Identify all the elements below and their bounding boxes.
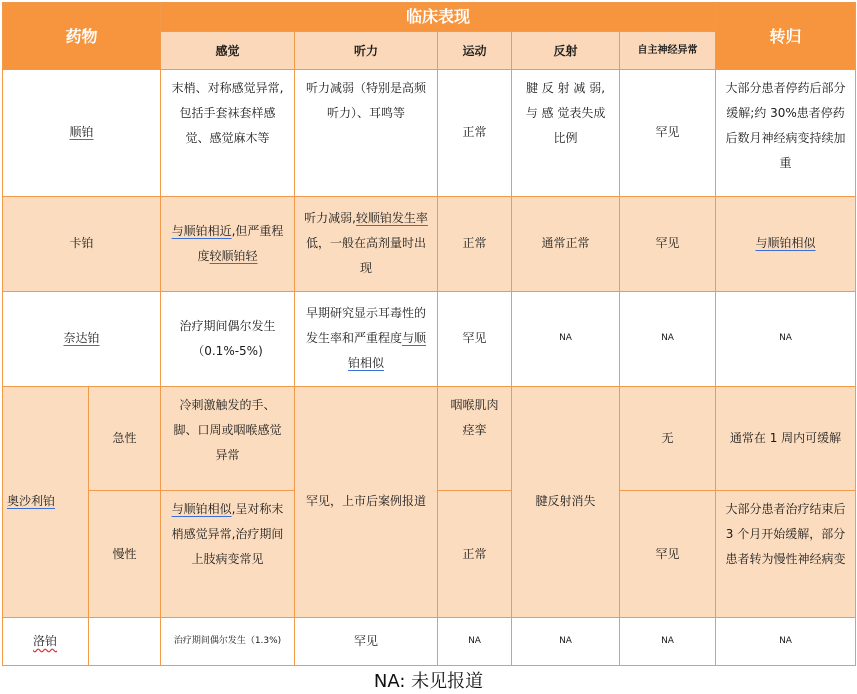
nedaplatin-sensory: 治疗期间偶尔发生（0.1%-5%): [161, 291, 295, 386]
nedaplatin-hearing: 早期研究显示耳毒性的发生率和严重程度与顺铂相似: [295, 291, 438, 386]
oxaliplatin-chronic-label: 慢性: [89, 491, 161, 617]
oxaliplatin-acute-motor: 咽喉肌肉痉挛: [438, 387, 512, 491]
oxaliplatin-acute-label: 急性: [89, 387, 161, 491]
autonomic-header: 自主神经异常: [620, 32, 716, 70]
lobaplatin-motor: NA: [438, 617, 512, 665]
nedaplatin-autonomic: NA: [620, 291, 716, 386]
nedaplatin-reflex: NA: [512, 291, 620, 386]
oxaliplatin-chronic-sensory: 与顺铂相似,呈对称末梢感觉异常,治疗期间上肢病变常见: [161, 491, 295, 617]
lobaplatin-autonomic: NA: [620, 617, 716, 665]
carboplatin-sensory: 与顺铂相近,但严重程度较顺铂轻: [161, 196, 295, 291]
lobaplatin-hearing: 罕见: [295, 617, 438, 665]
hearing-header: 听力: [295, 32, 438, 70]
lobaplatin-sensory: 治疗期间偶尔发生（1.3%): [161, 617, 295, 665]
lobaplatin-empty-cell: [89, 617, 161, 665]
motor-header: 运动: [438, 32, 512, 70]
drug-name-cisplatin: 顺铂: [3, 70, 161, 196]
footnote: NA: 未见报道: [373, 671, 484, 692]
cisplatin-sensory: 末梢、对称感觉异常,包括手套袜套样感觉、感觉麻木等: [161, 70, 295, 196]
sensory-header: 感觉: [161, 32, 295, 70]
carboplatin-reflex: 通常正常: [512, 196, 620, 291]
cisplatin-outcome: 大部分患者停药后部分缓解;约 30%患者停药后数月神经病变持续加重: [716, 70, 856, 196]
drug-name-lobaplatin: 洛铂: [3, 617, 89, 665]
oxaliplatin-hearing: 罕见，上市后案例报道: [295, 387, 438, 618]
oxaliplatin-chronic-outcome: 大部分患者治疗结束后 3 个月开始缓解，部分患者转为慢性神经病变: [716, 491, 856, 617]
nedaplatin-outcome: NA: [716, 291, 856, 386]
cisplatin-autonomic: 罕见: [620, 70, 716, 196]
oxaliplatin-acute-outcome: 通常在 1 周内可缓解: [716, 387, 856, 491]
drug-header: 药物: [3, 3, 161, 70]
lobaplatin-outcome: NA: [716, 617, 856, 665]
carboplatin-hearing: 听力减弱,较顺铂发生率低，一般在高剂量时出现: [295, 196, 438, 291]
cisplatin-hearing: 听力减弱（特别是高频听力）、耳鸣等: [295, 70, 438, 196]
lobaplatin-reflex: NA: [512, 617, 620, 665]
cisplatin-reflex: 腱 反 射 减 弱,与 感 觉表失成比例: [512, 70, 620, 196]
platinum-neurotoxicity-table: [2, 2, 856, 666]
drug-name-nedaplatin: 奈达铂: [3, 291, 161, 386]
oxaliplatin-acute-sensory: 冷刺激触发的手、脚、口周或咽喉感觉异常: [161, 387, 295, 491]
oxaliplatin-chronic-autonomic: 罕见: [620, 491, 716, 617]
oxaliplatin-acute-autonomic: 无: [620, 387, 716, 491]
oxaliplatin-reflex: 腱反射消失: [512, 387, 620, 618]
oxaliplatin-chronic-motor: 正常: [438, 491, 512, 617]
drug-name-carboplatin: 卡铂: [3, 196, 161, 291]
carboplatin-outcome: 与顺铂相似: [716, 196, 856, 291]
reflex-header: 反射: [512, 32, 620, 70]
carboplatin-autonomic: 罕见: [620, 196, 716, 291]
outcome-header: 转归: [716, 3, 856, 70]
clinical-header: 临床表现: [161, 3, 716, 32]
nedaplatin-motor: 罕见: [438, 291, 512, 386]
drug-name-oxaliplatin: 奥沙利铂: [3, 387, 89, 618]
carboplatin-motor: 正常: [438, 196, 512, 291]
cisplatin-motor: 正常: [438, 70, 512, 196]
